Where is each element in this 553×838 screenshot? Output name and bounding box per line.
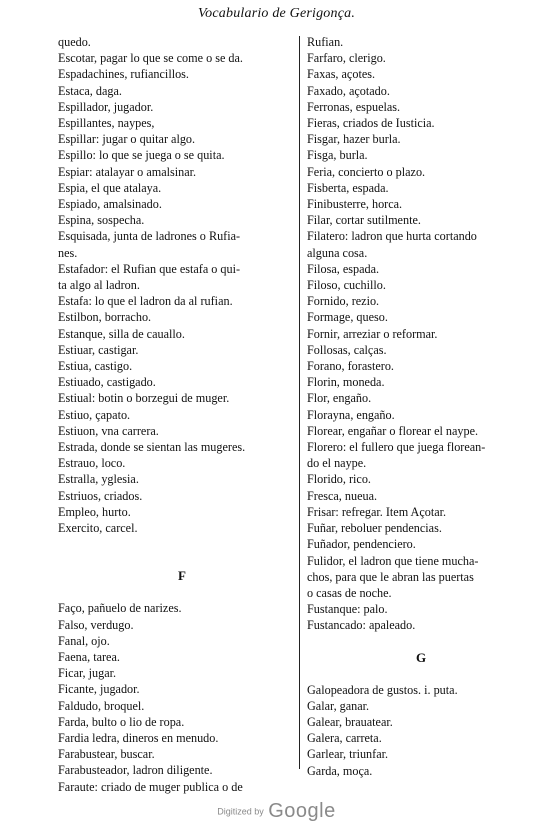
entry-line: Florero: el fullero que juega florean- — [307, 440, 486, 455]
entry-line: Fieras, criados de Iusticia. — [307, 116, 435, 131]
entry-line: Espillantes, naypes, — [58, 116, 155, 131]
entry-line: Filatero: ladron que hurta cortando — [307, 229, 477, 244]
entry-line: Espillar: jugar o quitar algo. — [58, 132, 196, 147]
entry-line: Fulidor, el ladron que tiene mucha- — [307, 553, 479, 568]
entry-line: Estiuon, vna carrera. — [58, 423, 159, 438]
entry-line: Faraute: criado de muger publica o de — [58, 779, 243, 794]
entry-line: Fisberta, espada. — [307, 180, 389, 195]
entry-line: Espillador, jugador. — [58, 99, 154, 114]
entry-line: Florido, rico. — [307, 472, 371, 487]
entry-line: Ferronas, espuelas. — [307, 99, 401, 114]
entry-line: Estiua, castigo. — [58, 359, 133, 374]
entry-line: Espiado, amalsinado. — [58, 197, 162, 212]
entry-line: Florear, engañar o florear el naype. — [307, 423, 479, 438]
entry-line: Esquisada, junta de ladrones o Rufia- — [58, 229, 241, 244]
entry-line: o casas de noche. — [307, 585, 392, 600]
entry-line: Estrada, donde se sientan las mugeres. — [58, 440, 246, 455]
entry-line: Feria, concierto o plazo. — [307, 164, 426, 179]
entry-line: Galar, ganar. — [307, 698, 370, 713]
entry-line: do el naype. — [307, 456, 367, 471]
entry-line: Florayna, engaño. — [307, 407, 395, 422]
entry-line: Estiual: botin o borzegui de muger. — [58, 391, 230, 406]
entry-line: Estaca, daga. — [58, 83, 122, 98]
entry-line: Forano, forastero. — [307, 359, 394, 374]
digitized-label: Digitized by — [217, 806, 264, 817]
entry-line: Espadachines, rufiancillos. — [58, 67, 189, 82]
left-entries-e — [58, 34, 296, 536]
entry-line: Fustanque: palo. — [307, 602, 388, 617]
right-entries-f — [307, 34, 535, 634]
entry-line: Flor, engaño. — [307, 391, 372, 406]
entry-line: Garlear, triunfar. — [307, 747, 389, 762]
entry-line: Finibusterre, horca. — [307, 197, 403, 212]
entry-line: Farabustear, buscar. — [58, 747, 155, 762]
entry-line: Estiuar, castigar. — [58, 342, 139, 357]
column-divider — [299, 36, 300, 769]
entry-line: Faxas, açotes. — [307, 67, 376, 82]
right-column — [307, 34, 535, 779]
entry-line: nes. — [58, 245, 78, 260]
entry-line: Fresca, nueua. — [307, 488, 378, 503]
entry-line: quedo. — [58, 35, 91, 49]
entry-line: Estralla, yglesia. — [58, 472, 139, 487]
entry-line: Estriuos, criados. — [58, 488, 143, 503]
entry-line: Galear, brauatear. — [307, 714, 393, 729]
entry-line: Florin, moneda. — [307, 375, 385, 390]
entry-line: Garda, moça. — [307, 763, 373, 778]
entry-line: Espina, sospecha. — [58, 213, 145, 228]
left-entries-f — [58, 600, 296, 794]
entry-line: Estiuo, çapato. — [58, 407, 131, 422]
entry-line: Filosa, espada. — [307, 261, 380, 276]
entry-line: Faena, tarea. — [58, 649, 120, 664]
entry-line: Espiar: atalayar o amalsinar. — [58, 164, 197, 179]
google-logo: Google — [268, 800, 336, 822]
entry-line: Ficar, jugar. — [58, 666, 117, 681]
entry-line: Fardia ledra, dineros en menudo. — [58, 730, 219, 745]
entry-line: Fornido, rezio. — [307, 294, 380, 309]
entry-line: Galera, carreta. — [307, 731, 382, 746]
entry-line: Frisar: refregar. Item Açotar. — [307, 504, 447, 519]
entry-line: Estanque, silla de cauallo. — [58, 326, 185, 341]
page-title: Vocabulario de Gerigonça. — [197, 6, 356, 21]
entry-line: Farfaro, clerigo. — [307, 51, 386, 66]
section-letter-g: G — [415, 649, 427, 665]
entry-line: Fanal, ojo. — [58, 633, 110, 648]
entry-line: Espillo: lo que se juega o se quita. — [58, 148, 225, 163]
entry-line: Rufian. — [307, 35, 344, 49]
entry-line: Empleo, hurto. — [58, 504, 131, 519]
entry-line: Faldudo, broquel. — [58, 698, 145, 713]
entry-line: chos, para que le abran las puertas — [307, 569, 474, 584]
entry-line: Fuñador, pendenciero. — [307, 537, 416, 552]
digitized-watermark — [0, 800, 553, 823]
right-entries-g — [307, 682, 535, 779]
entry-line: Estafador: el Rufian que estafa o qui- — [58, 261, 241, 276]
entry-line: Estrauo, loco. — [58, 456, 126, 471]
entry-line: Falso, verdugo. — [58, 617, 134, 632]
entry-line: Farabusteador, ladron diligente. — [58, 763, 213, 778]
entry-line: Estilbon, borracho. — [58, 310, 152, 325]
section-letter-f: F — [178, 568, 186, 584]
entry-line: Exercito, carcel. — [58, 521, 138, 536]
entry-line: Formage, queso. — [307, 310, 388, 325]
entry-line: Follosas, calças. — [307, 342, 387, 357]
entry-line: Faço, pañuelo de narizes. — [58, 601, 182, 616]
entry-line: Ficante, jugador. — [58, 682, 140, 697]
entry-line: Escotar, pagar lo que se come o se da. — [58, 51, 243, 66]
entry-line: Estiuado, castigado. — [58, 375, 156, 390]
entry-line: ta algo al ladron. — [58, 278, 140, 293]
entry-line: Fornir, arreziar o reformar. — [307, 326, 438, 341]
entry-line: Galopeadora de gustos. i. puta. — [307, 682, 458, 697]
entry-line: Filoso, cuchillo. — [307, 278, 386, 293]
entry-line: Espia, el que atalaya. — [58, 180, 162, 195]
left-column — [58, 34, 296, 795]
entry-line: Farda, bulto o lio de ropa. — [58, 714, 185, 729]
entry-line: alguna cosa. — [307, 245, 368, 260]
entry-line: Faxado, açotado. — [307, 83, 390, 98]
entry-line: Estafa: lo que el ladron da al rufian. — [58, 294, 233, 309]
entry-line: Fustancado: apaleado. — [307, 618, 416, 633]
entry-line: Fisga, burla. — [307, 148, 368, 163]
entry-line: Filar, cortar sutilmente. — [307, 213, 421, 228]
entry-line: Fisgar, hazer burla. — [307, 132, 401, 147]
entry-line: Fuñar, reboluer pendencias. — [307, 521, 442, 536]
